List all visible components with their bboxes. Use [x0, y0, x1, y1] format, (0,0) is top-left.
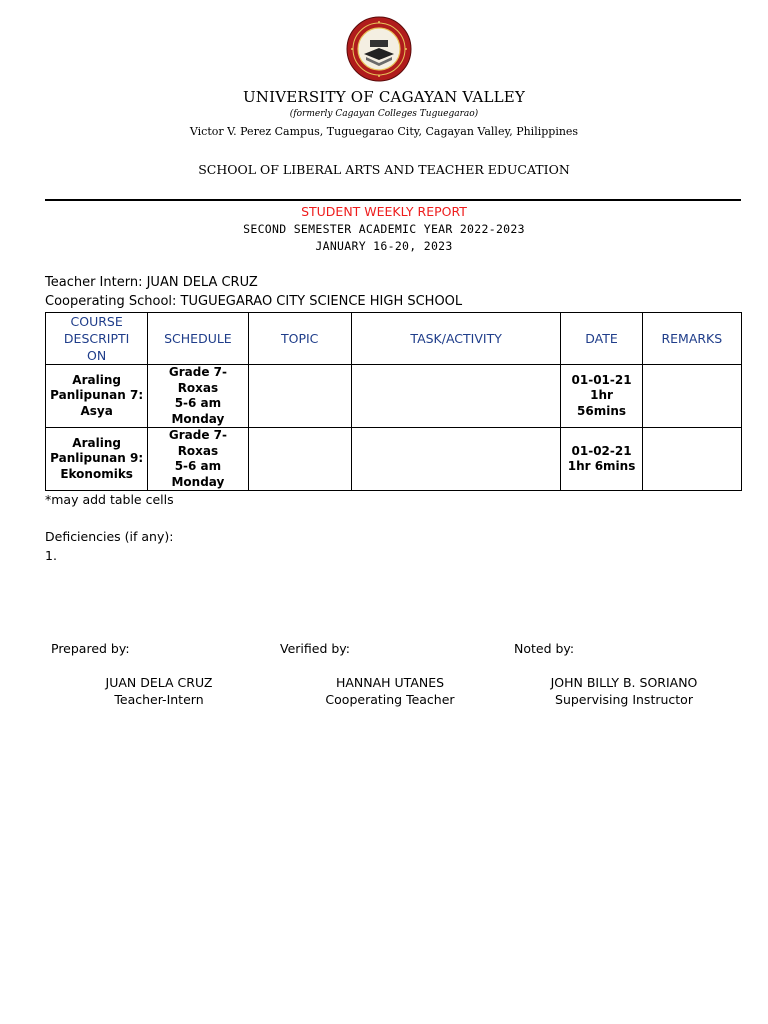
header-divider [45, 199, 741, 201]
date-line: 56mins [577, 403, 627, 418]
remarks-cell [642, 428, 741, 491]
course-line: Asya [80, 403, 113, 418]
date-line: 1hr [590, 388, 613, 403]
table-row [46, 365, 742, 428]
former-name: (formerly Cagayan Colleges Tuguegarao) [289, 109, 479, 119]
date-line: 01-02-21 [571, 443, 632, 458]
course-line: Araling [72, 435, 121, 450]
header-course-description [46, 313, 148, 365]
verified-by-role: Cooperating Teacher [325, 692, 455, 707]
deficiency-item: 1. [45, 548, 57, 563]
header-schedule: SCHEDULE [148, 313, 248, 365]
header-remarks: REMARKS [642, 313, 741, 365]
campus-address: Victor V. Perez Campus, Tuguegarao City, Cagayan Valley, Philippines [189, 125, 579, 138]
task-cell [351, 428, 561, 491]
schedule-cell [148, 428, 248, 491]
prepared-by-role: Teacher-Intern [114, 692, 204, 707]
course-line: Ekonomiks [60, 466, 133, 481]
semester-line: SECOND SEMESTER ACADEMIC YEAR 2022-2023 [243, 222, 525, 236]
schedule-line: 5-6 am [174, 396, 222, 410]
course-cell [46, 365, 148, 428]
table-row [46, 428, 742, 491]
schedule-line: Roxas [177, 443, 219, 458]
university-seal-logo [346, 16, 412, 82]
header-course-line: ON [87, 348, 107, 363]
schedule-line: Grade 7- [168, 428, 227, 442]
course-line: Panlipunan 9: [50, 451, 144, 466]
university-name: UNIVERSITY OF CAGAYAN VALLEY [242, 88, 526, 106]
date-cell [561, 365, 642, 428]
schedule-line: 5-6 am [174, 459, 222, 473]
date-line: 1hr 6mins [567, 459, 636, 473]
schedule-line: Monday [171, 474, 225, 489]
cooperating-school-line: Cooperating School: TUGUEGARAO CITY SCIENCE HIGH SCHOOL [45, 294, 463, 309]
noted-by-role: Supervising Instructor [555, 692, 693, 707]
report-dates: JANUARY 16-20, 2023 [315, 239, 453, 253]
noted-by-label: Noted by: [514, 641, 575, 656]
course-cell [46, 428, 148, 491]
schedule-line: Roxas [177, 380, 219, 395]
course-line: Araling [72, 372, 121, 387]
topic-cell [248, 428, 351, 491]
verified-by-label: Verified by: [280, 641, 350, 656]
verified-by-name: HANNAH UTANES [335, 675, 445, 690]
table-note: *may add table cells [45, 492, 174, 507]
task-cell [351, 365, 561, 428]
course-line: Panlipunan 7: [50, 388, 144, 403]
date-line: 01-01-21 [571, 372, 632, 387]
prepared-by-name: JUAN DELA CRUZ [105, 675, 213, 690]
topic-cell [248, 365, 351, 428]
schedule-line: Monday [171, 411, 225, 426]
schedule-line: Grade 7- [168, 365, 227, 379]
report-title: STUDENT WEEKLY REPORT [301, 204, 467, 219]
teacher-intern-line: Teacher Intern: JUAN DELA CRUZ [45, 275, 258, 290]
noted-by-name: JOHN BILLY B. SORIANO [550, 675, 698, 690]
header-topic: TOPIC [248, 313, 351, 365]
date-cell [561, 428, 642, 491]
header-course-line: COURSE [70, 314, 123, 329]
remarks-cell [642, 365, 741, 428]
header-date: DATE [561, 313, 642, 365]
header-task-activity: TASK/ACTIVITY [351, 313, 561, 365]
prepared-by-label: Prepared by: [51, 641, 130, 656]
schedule-cell [148, 365, 248, 428]
table-header-row [46, 313, 742, 365]
header-course-line: DESCRIPTI [63, 331, 130, 346]
school-name: SCHOOL OF LIBERAL ARTS AND TEACHER EDUCATION [198, 162, 570, 177]
deficiencies-label: Deficiencies (if any): [45, 529, 174, 544]
weekly-report-table [45, 312, 742, 491]
